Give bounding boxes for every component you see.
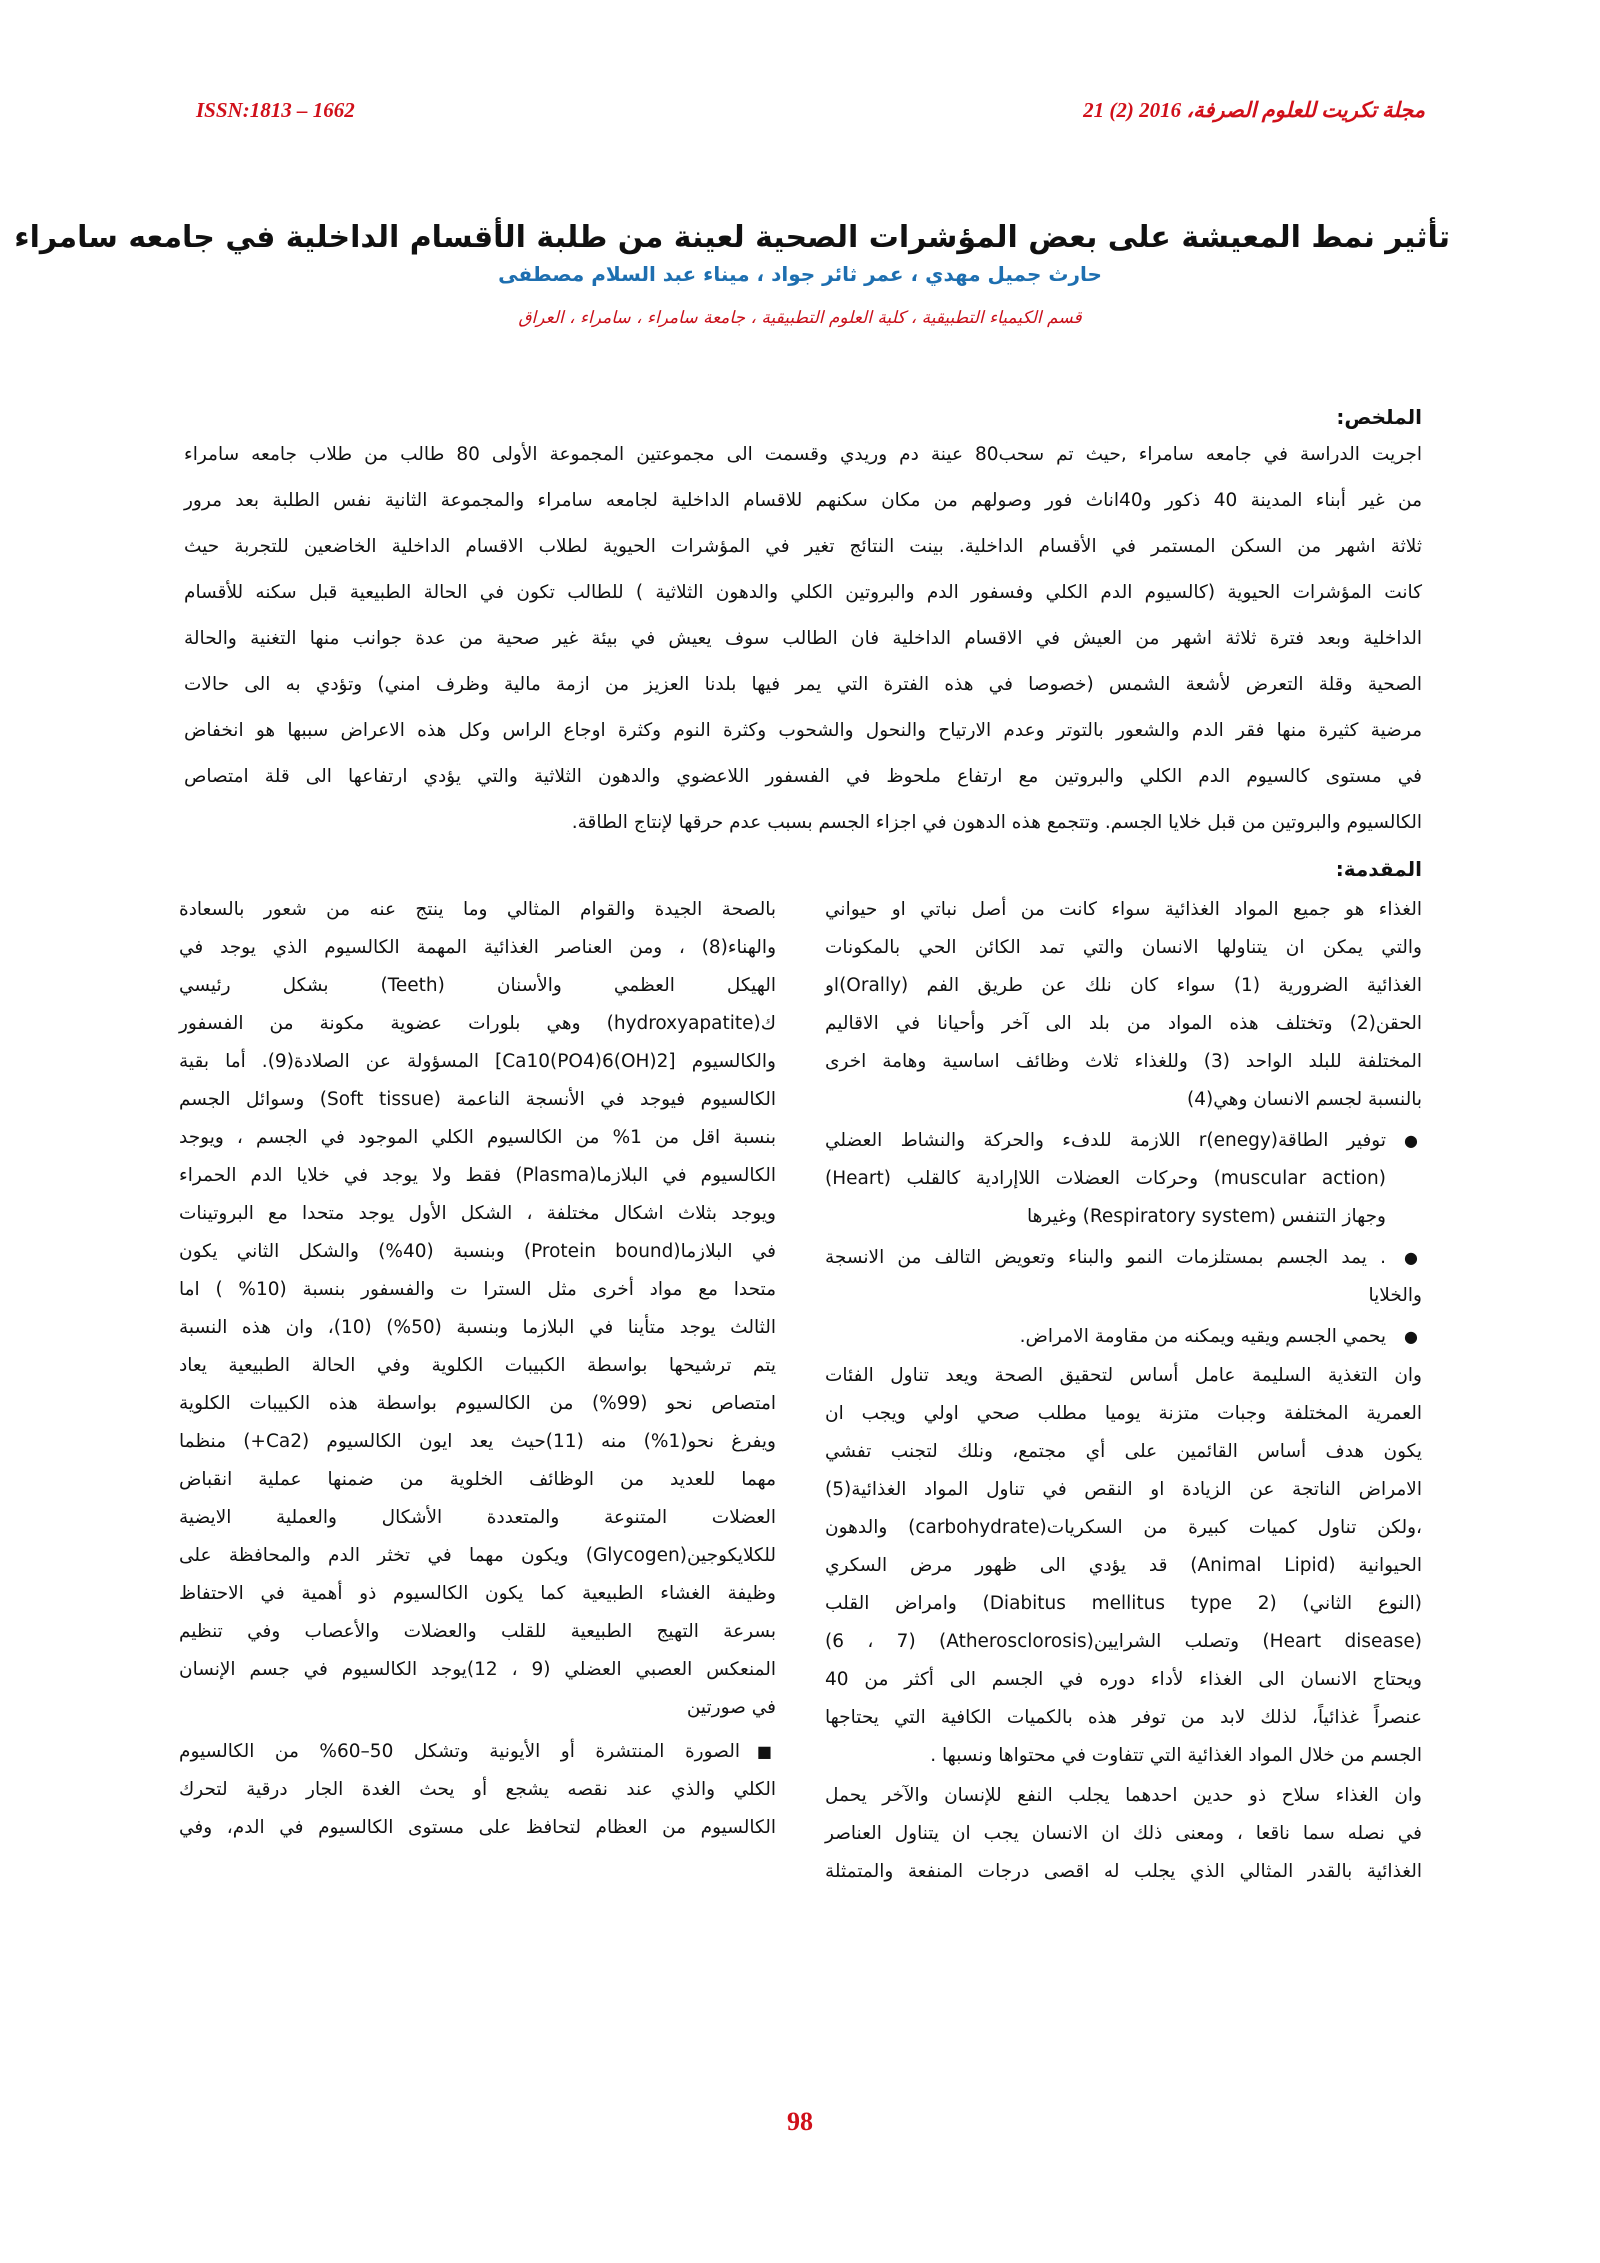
abstract-line: [184, 486, 1422, 516]
intro-left-line-text: بالصحة الجيدة والقوام المثالي وما ينتج عنه من شعور بالسعادة: [179, 899, 776, 920]
intro-right-line-text: يكون هدف أساس القائمين على أي مجتمع، ونلك لتجنب تفشي: [825, 1441, 1422, 1462]
intro-left-line: [179, 1161, 776, 1191]
intro-left-line-text: الهيكل العظمي والأسنان (Teeth) بشكل رئيسي: [179, 975, 776, 996]
abstract-line-text: في مستوى كالسيوم الدم الكلي والبروتين مع ارتفاع ملحوظ في الفسفور اللاعضوي والدهون الثلاثية والتي يؤدي ارتفاعها الى قلة امتصاص: [184, 766, 1422, 787]
intro-right-line: [825, 1126, 1422, 1156]
intro-right-line: [825, 1475, 1422, 1505]
intro-right-line-text: وان الغذاء سلاح ذو حدين احدهما يجلب النفع للإنسان والآخر يحمل: [825, 1785, 1422, 1806]
intro-right-line-text: يحمي الجسم ويقيه ويمكنه من مقاومة الامراض.: [1019, 1326, 1386, 1347]
abstract-line-text: من غير أبناء المدينة 40 ذكور و40اناث فور وصولهم من مكان سكنهم للاقسام الداخلية لجامعه سامراء والمجموعة الثانية نفس الطلبة بعد مرور: [184, 490, 1422, 511]
intro-left-line-text: ويفرغ نحو(1%) منه (11)حيث يعد ايون الكالسيوم (Ca2+) منظما: [179, 1431, 776, 1452]
intro-left-line-text: وظيفة الغشاء الطبيعية كما يكون الكالسيوم ذو أهمية في الاحتفاظ: [179, 1583, 776, 1604]
intro-right-line-text: توفير الطاقةr(enegy) اللازمة للدفء والحركة والنشاط العضلي: [825, 1130, 1386, 1151]
intro-right-line: [825, 1551, 1422, 1581]
intro-left-line: [179, 1775, 776, 1805]
paper-title: تأثير نمط المعيشة على بعض المؤشرات الصحية لعينة من طلبة الأقسام الداخلية في جامعه سامراء: [14, 220, 1450, 256]
abstract-line-text: الداخلية وبعد فترة ثلاثة اشهر من العيش في الاقسام الداخلية فان الطالب سوف يعيش في بيئة غير صحية من عدة جوانب منها التغنية والحالة: [184, 628, 1422, 649]
intro-left-line-text: للكلايكوجين(Glycogen) ويكون مهما في تخثر الدم والمحافظة على: [179, 1545, 776, 1566]
intro-left-line-text: الكلي والذي عند نقصه يشجع أو يحث الغدة الجار درقية لتحرك: [179, 1779, 776, 1800]
bullet-icon: ●: [1404, 1248, 1418, 1267]
abstract-line-text: الصحية وقلة التعرض لأشعة الشمس (خصوصا في هذه الفترة التي يمر فيها بلدنا العزيز من ازمة مالية وظرف امني) وتؤدي به الى حالات: [184, 674, 1422, 695]
intro-left-line: [179, 1389, 776, 1419]
introduction-left-column: [179, 895, 776, 2065]
intro-right-line-text: (النوع الثاني) (Diabitus mellitus type 2) وامراض القلب: [825, 1593, 1422, 1614]
volume-issue-year: 21 (2) 2016: [1083, 98, 1182, 122]
intro-left-line-text: في صورتين: [686, 1697, 776, 1718]
intro-right-line: [825, 1437, 1422, 1467]
intro-left-line: [179, 1541, 776, 1571]
intro-left-line: [179, 1123, 776, 1153]
intro-right-line: [825, 1361, 1422, 1391]
abstract-line-text: اجريت الدراسة في جامعه سامراء ,حيث تم سحب80 عينة دم وريدي وقسمت الى مجموعتين المجموعة الأولى 80 طالب من طلاب جامعه سامراء: [184, 444, 1423, 465]
intro-right-line-text: (Heart disease) وتصلب الشرايين(Atherosclorosis) (6 ، 7): [825, 1631, 1422, 1652]
abstract-line-text: الكالسيوم والبروتين من قبل خلايا الجسم. وتتجمع هذه الدهون في اجزاء الجسم بسبب عدم حرقها لإنتاج الطاقة.: [571, 812, 1422, 833]
abstract-line: [184, 578, 1422, 608]
intro-left-line: [179, 1085, 776, 1115]
intro-left-line: [179, 1199, 776, 1229]
intro-left-line: [179, 1693, 776, 1723]
intro-left-line-text: العضلات المتنوعة والمتعددة الأشكال والعملية الايضية: [179, 1507, 776, 1528]
intro-left-line-text: الكالسيوم في البلازما(Plasma) فقط ولا يوجد في خلايا الدم الحمراء: [179, 1165, 776, 1186]
intro-left-line: [179, 895, 776, 925]
intro-left-line: [179, 1047, 776, 1077]
square-bullet-icon: ■: [756, 1742, 772, 1761]
intro-left-line-text: الثالث يوجد متأينا في البلازما وبنسبة (50%) (10)، وان هذه النسبة: [179, 1317, 776, 1338]
abstract-line-text: مرضية كثيرة منها فقر الدم والشعور بالتوتر وعدم الارتياح والنحول والشحوب وكثرة النوم وكثرة اوجاع الراس وكل هذه الاعراض سببها هو انخفاض: [184, 720, 1422, 741]
intro-left-line: [179, 1655, 776, 1685]
intro-right-line-text: عنصراً غذائياً، لذلك لابد من توفر هذه بالكميات الكافية التي يحتاجها: [825, 1707, 1422, 1728]
abstract-line: [184, 670, 1422, 700]
intro-left-line-text: والهناء(8) ، ومن العناصر الغذائية المهمة الكالسيوم الذي يوجد في: [179, 937, 776, 958]
bullet-icon: ●: [1404, 1131, 1418, 1150]
abstract-body: [184, 440, 1422, 840]
intro-right-line: [825, 1047, 1422, 1077]
abstract-line: [184, 808, 1422, 838]
abstract-line: [184, 624, 1422, 654]
intro-right-line: [825, 1589, 1422, 1619]
introduction-right-column: [825, 895, 1422, 2065]
intro-right-line-text: الجسم من خلال المواد الغذائية التي تتفاوت في محتواها ونسبها .: [930, 1745, 1422, 1766]
intro-left-line: [179, 1465, 776, 1495]
intro-left-line: [179, 1503, 776, 1533]
intro-right-line: [825, 1819, 1422, 1849]
intro-right-line: [825, 1781, 1422, 1811]
intro-right-line-text: العمرية المختلفة وجبات متزنة يوميا مطلب صحي اولي ويجب ان: [825, 1403, 1422, 1424]
intro-left-line: [179, 1737, 776, 1767]
intro-right-line-text: الغذاء هو جميع المواد الغذائية سواء كانت من أصل نباتي او حيواني: [825, 899, 1422, 920]
abstract-line: [184, 716, 1422, 746]
intro-right-line: [825, 1513, 1422, 1543]
intro-left-line: [179, 1009, 776, 1039]
intro-left-line-text: الكالسيوم فيوجد في الأنسجة الناعمة (Soft tissue) وسوائل الجسم: [179, 1089, 776, 1110]
intro-right-line-text: الحيوانية (Animal Lipid) قد يؤدي الى ظهور مرض السكري: [825, 1555, 1422, 1576]
abstract-line: [184, 762, 1422, 792]
intro-left-line: [179, 1275, 776, 1305]
intro-right-line-text: ويحتاج الانسان الى الغذاء لأداء دوره في الجسم الى أكثر من 40: [825, 1669, 1422, 1690]
intro-left-line: [179, 1813, 776, 1843]
intro-right-line-text: والتي يمكن ان يتناولها الانسان والتي تمد الكائن الحي بالمكونات: [825, 937, 1422, 958]
intro-right-line-text: المختلفة للبلد الواحد (3) وللغذاء ثلاث وظائف اساسية وهامة اخرى: [825, 1051, 1422, 1072]
intro-left-line: [179, 1617, 776, 1647]
intro-left-line: [179, 933, 776, 963]
intro-right-line: [825, 1202, 1422, 1232]
intro-right-line: [825, 1243, 1422, 1273]
intro-right-line: [825, 1627, 1422, 1657]
intro-right-line-text: الحقن(2) وتختلف هذه المواد من بلد الى آخر وأحيانا في الاقاليم: [825, 1013, 1422, 1034]
intro-right-line: [825, 1281, 1422, 1311]
intro-left-line: [179, 1237, 776, 1267]
intro-left-line: [179, 1427, 776, 1457]
bullet-icon: ●: [1404, 1327, 1418, 1346]
intro-right-line: [825, 895, 1422, 925]
intro-right-line: [825, 1741, 1422, 1771]
intro-right-line-text: والخلايا: [1368, 1285, 1422, 1306]
intro-left-line-text: مهما للعديد من الوظائف الخلوية من ضمنها عملية انقباض: [179, 1469, 776, 1490]
abstract-line-text: كانت المؤشرات الحيوية (كالسيوم الدم الكلي وفسفور الدم والبروتين الكلي والدهون الثلاثية ) للطالب تكون في الحالة الطبيعية قبل سكنه للأقسام: [184, 582, 1422, 603]
intro-right-line: [825, 1085, 1422, 1115]
abstract-line-text: ثلاثة اشهر من السكن المستمر في الأقسام الداخلية. بينت النتائج تغير في المؤشرات الحيوية لطلاب الاقسام الداخلية الخاضعين للتجربة حيث: [184, 536, 1422, 557]
intro-right-line: [825, 1322, 1422, 1352]
intro-left-line-text: والكالسيوم [Ca10(PO4)6(OH)2] المسؤولة عن الصلادة(9). أما بقية: [179, 1051, 776, 1072]
abstract-line: [184, 440, 1422, 470]
abstract-heading: الملخص:: [1336, 405, 1422, 429]
intro-left-line-text: امتصاص نحو (99%) من الكالسيوم بواسطة هذه الكبيبات الكلوية: [179, 1393, 776, 1414]
author-list: حارث جميل مهدي ، عمر ثائر جواد ، ميناء عبد السلام مصطفى: [498, 262, 1102, 286]
intro-right-line-text: بالنسبة لجسم الانسان وهي(4): [1187, 1089, 1422, 1110]
intro-right-line: [825, 1164, 1422, 1194]
intro-left-line: [179, 1351, 776, 1381]
intro-left-line-text: في البلازما(Protein bound) وبنسبة (40%) والشكل الثاني يكون: [179, 1241, 776, 1262]
intro-right-line: [825, 1399, 1422, 1429]
intro-right-line-text: . يمد الجسم بمستلزمات النمو والبناء وتعويض التالف من الانسجة: [825, 1247, 1386, 1268]
intro-right-line-text: (muscular action) وحركات العضلات اللاإرادية كالقلب (Heart): [825, 1168, 1386, 1189]
intro-left-line-text: الكالسيوم من العظام لتحافظ على مستوى الكالسيوم في الدم، وفي: [179, 1817, 776, 1838]
intro-right-line-text: وان التغذية السليمة عامل أساس لتحقيق الصحة ويعد تناول الفئات: [825, 1365, 1422, 1386]
intro-right-line-text: وجهاز التنفس (Respiratory system) وغيرها: [1027, 1206, 1386, 1227]
intro-left-line-text: متحدا مع مواد أخرى مثل السترا ت والفسفور بنسبة (10% ) اما: [179, 1279, 776, 1300]
introduction-heading: المقدمة:: [1335, 857, 1422, 881]
intro-left-line-text: بسرعة التهيج الطبيعية للقلب والعضلات والأعصاب وفي تنظيم: [179, 1621, 776, 1642]
intro-right-line: [825, 971, 1422, 1001]
journal-header: [1083, 98, 1425, 123]
intro-right-line: [825, 933, 1422, 963]
intro-right-line: [825, 1703, 1422, 1733]
intro-left-line-text: الصورة المنتشرة أو الأيونية وتشكل 50–60% من الكالسيوم: [179, 1741, 740, 1762]
intro-left-line-text: ويوجد بثلاث اشكال مختلفة ، الشكل الأول يوجد متحدا مع البروتينات: [179, 1203, 776, 1224]
issn-header: ISSN:1813 – 1662: [196, 98, 355, 122]
intro-left-line: [179, 1313, 776, 1343]
intro-right-line-text: في نصله سما ناقعا ، ومعنى ذلك ان الانسان يجب ان يتناول العناصر: [825, 1823, 1422, 1844]
intro-right-line: [825, 1857, 1422, 1887]
affiliation: قسم الكيمياء التطبيقية ، كلية العلوم التطبيقية ، جامعة سامراء ، سامراء ، العراق: [518, 308, 1082, 328]
intro-left-line: [179, 971, 776, 1001]
intro-left-line: [179, 1579, 776, 1609]
journal-name: مجلة تكريت للعلوم الصرفة،: [1186, 98, 1425, 122]
intro-right-line-text: ،ولكن تناول كميات كبيرة من السكريات(carbohydrate) والدهون: [825, 1517, 1422, 1538]
abstract-line: [184, 532, 1422, 562]
intro-right-line-text: الغذائية الضرورية (1) سواء كان نلك عن طريق الفم (Orally)او: [825, 975, 1422, 996]
intro-right-line: [825, 1009, 1422, 1039]
intro-left-line-text: ك(hydroxyapatite) وهي بلورات عضوية مكونة من الفسفور: [179, 1013, 776, 1034]
intro-right-line: [825, 1665, 1422, 1695]
intro-left-line-text: بنسبة اقل من 1% من الكالسيوم الكلي الموجود في الجسم ، ويوجد: [179, 1127, 776, 1148]
page-number: 98: [787, 2107, 813, 2136]
intro-left-line-text: المنعكس العصبي العضلي (9 ، 12)يوجد الكالسيوم في جسم الإنسان: [179, 1659, 776, 1680]
intro-right-line-text: الغذائية بالقدر المثالي الذي يجلب له اقصى درجات المنفعة والمتمثلة: [825, 1861, 1422, 1882]
intro-right-line-text: الامراض الناتجة عن الزيادة او النقص في تناول المواد الغذائية(5): [825, 1479, 1422, 1500]
intro-left-line-text: يتم ترشيحها بواسطة الكبيبات الكلوية وفي الحالة الطبيعية يعاد: [179, 1355, 776, 1376]
